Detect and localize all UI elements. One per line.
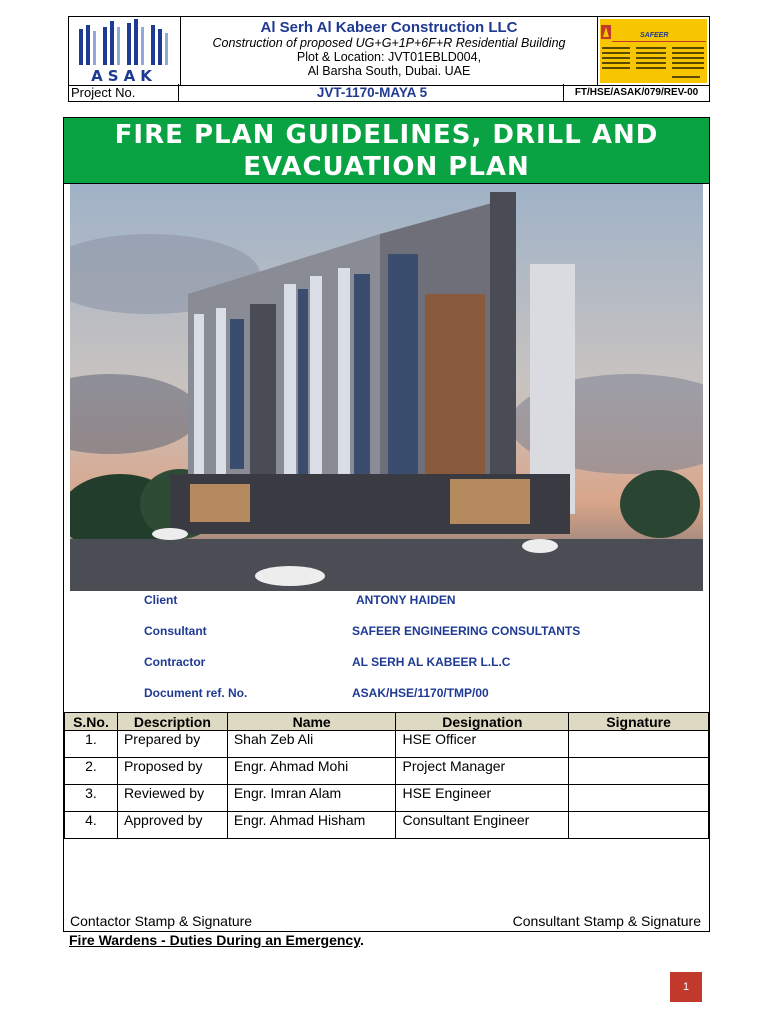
approval-table — [64, 712, 709, 839]
cell-description: Reviewed by — [117, 785, 227, 812]
section-heading — [69, 932, 364, 948]
header-signature: Signature — [569, 713, 709, 731]
plot-location: Plot & Location: JVT01EBLD004, — [296, 50, 482, 64]
asak-logo — [69, 17, 181, 85]
document-ref-label: Document ref. No. — [144, 686, 248, 700]
title-line-2: EVACUATION PLAN — [243, 152, 530, 182]
building-photo — [70, 184, 703, 591]
cell-signature — [569, 785, 709, 812]
cell-signature — [569, 812, 709, 839]
cover-frame — [63, 117, 710, 932]
client-label: Client — [144, 593, 178, 607]
cell-designation: HSE Officer — [396, 731, 569, 758]
page-number-badge: 1 — [670, 972, 702, 1002]
consultant-label: Consultant — [144, 624, 207, 638]
cell-designation: Project Manager — [396, 758, 569, 785]
consultant-value: SAFEER ENGINEERING CONSULTANTS — [352, 624, 581, 638]
header-project-row — [68, 84, 710, 102]
cell-name: Engr. Imran Alam — [227, 785, 396, 812]
header-company-block — [181, 17, 597, 85]
area-location: Al Barsha South, Dubai. UAE — [307, 64, 471, 78]
cell-signature — [569, 758, 709, 785]
stamp-area — [64, 913, 709, 931]
svg-text:ASAK: ASAK — [91, 67, 157, 85]
client-value: ANTONY HAIDEN — [356, 593, 456, 607]
safeer-logo — [597, 17, 709, 85]
asak-logo-graphic — [69, 17, 180, 85]
header-designation: Designation — [396, 713, 569, 731]
contractor-stamp-label: Contactor Stamp & Signature — [70, 913, 253, 929]
cell-name: Engr. Ahmad Mohi — [227, 758, 396, 785]
header-description: Description — [117, 713, 227, 731]
section-heading-end: . — [359, 932, 364, 948]
cell-sno: 4. — [65, 812, 118, 839]
cell-description: Proposed by — [117, 758, 227, 785]
safeer-logo-graphic — [598, 17, 709, 85]
header-name: Name — [227, 713, 396, 731]
table-row — [65, 758, 709, 785]
company-name: Al Serh Al Kabeer Construction LLC — [260, 19, 518, 36]
table-header-row — [65, 713, 709, 731]
consultant-stamp-label: Consultant Stamp & Signature — [512, 913, 701, 929]
title-line-1: FIRE PLAN GUIDELINES, DRILL AND — [114, 120, 659, 150]
cell-designation: HSE Engineer — [396, 785, 569, 812]
cell-name: Engr. Ahmad Hisham — [227, 812, 396, 839]
cell-name: Shah Zeb Ali — [227, 731, 396, 758]
document-ref-value: ASAK/HSE/1170/TMP/00 — [352, 686, 489, 700]
contractor-label: Contractor — [144, 655, 206, 669]
project-no-label: Project No. — [69, 84, 179, 101]
cell-sno: 2. — [65, 758, 118, 785]
cell-sno: 3. — [65, 785, 118, 812]
project-no-value: JVT-1170-MAYA 5 — [316, 85, 428, 100]
cell-description: Prepared by — [117, 731, 227, 758]
document-header — [68, 16, 710, 103]
cell-signature — [569, 731, 709, 758]
section-heading-text: Fire Wardens - Duties During an Emergency — [69, 932, 360, 948]
project-info — [64, 593, 709, 703]
cell-designation: Consultant Engineer — [396, 812, 569, 839]
contractor-value: AL SERH AL KABEER L.L.C — [352, 655, 511, 669]
table-row — [65, 731, 709, 758]
building-rendering — [70, 184, 703, 591]
table-row — [65, 785, 709, 812]
table-row — [65, 812, 709, 839]
project-description: Construction of proposed UG+G+1P+6F+R Residential Building — [212, 36, 566, 50]
cell-sno: 1. — [65, 731, 118, 758]
document-reference: FT/HSE/ASAK/079/REV-00 — [563, 84, 709, 101]
header-sno: S.No. — [65, 713, 118, 731]
document-title — [64, 118, 709, 184]
header-top-row — [68, 16, 710, 86]
svg-text:SAFEER: SAFEER — [640, 32, 669, 39]
cell-description: Approved by — [117, 812, 227, 839]
